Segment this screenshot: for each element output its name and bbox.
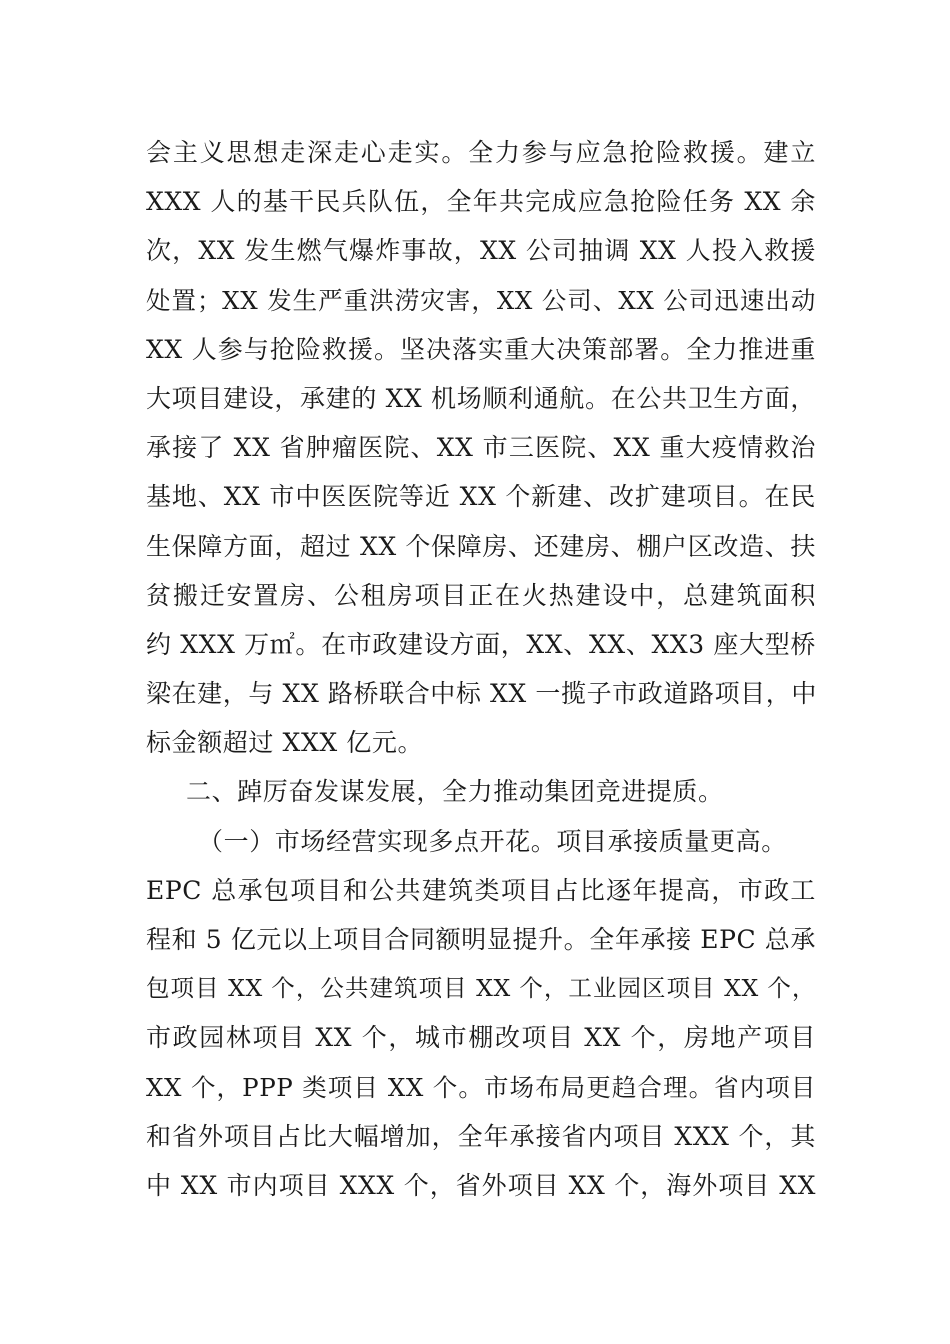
- section-heading: 二、踔厉奋发谋发展，全力推动集团竞进提质。: [186, 777, 724, 807]
- text-line: 生保障方面，超过 XX 个保障房、还建房、棚户区改造、扶: [146, 531, 816, 561]
- text-line: 约 XXX 万㎡。在市政建设方面，XX、XX、XX3 座大型桥: [146, 629, 816, 659]
- text-line: 市政园林项目 XX 个，城市棚改项目 XX 个，房地产项目: [146, 1023, 816, 1053]
- body-text: [146, 128, 816, 1210]
- text-line: 梁在建，与 XX 路桥联合中标 XX 一揽子市政道路项目，中: [146, 679, 817, 709]
- text-line: 次，XX 发生燃气爆炸事故，XX 公司抽调 XX 人投入救援: [146, 236, 816, 266]
- text-line: 中 XX 市内项目 XXX 个，省外项目 XX 个，海外项目 XX: [146, 1170, 816, 1200]
- text-line: EPC 总承包项目和公共建筑类项目占比逐年提高，市政工: [146, 875, 816, 905]
- text-line: 标金额超过 XXX 亿元。: [146, 728, 424, 758]
- text-line: 处置；XX 发生严重洪涝灾害，XX 公司、XX 公司迅速出动: [146, 285, 816, 315]
- text-line: XXX 人的基干民兵队伍，全年共完成应急抢险任务 XX 余: [146, 187, 816, 217]
- subsection-heading: （一）市场经营实现多点开花。项目承接质量更高。: [198, 826, 787, 856]
- text-line: 基地、XX 市中医医院等近 XX 个新建、改扩建项目。在民: [146, 482, 816, 512]
- text-line: 程和 5 亿元以上项目合同额明显提升。全年承接 EPC 总承: [146, 925, 816, 954]
- text-line: XX 人参与抢险救援。坚决落实重大决策部署。全力推进重: [146, 334, 816, 364]
- text-line: 贫搬迁安置房、公租房项目正在火热建设中，总建筑面积: [146, 580, 816, 610]
- text-line: 会主义思想走深走心走实。全力参与应急抢险救援。建立: [146, 138, 816, 167]
- text-line: 和省外项目占比大幅增加，全年承接省内项目 XXX 个，其: [146, 1121, 816, 1151]
- text-line: 大项目建设，承建的 XX 机场顺利通航。在公共卫生方面，: [146, 383, 816, 413]
- text-line: XX 个，PPP 类项目 XX 个。市场布局更趋合理。省内项目: [146, 1072, 816, 1102]
- text-line: 包项目 XX 个，公共建筑项目 XX 个，工业园区项目 XX 个，: [146, 974, 816, 1003]
- text-line: 承接了 XX 省肿瘤医院、XX 市三医院、XX 重大疫情救治: [146, 433, 816, 463]
